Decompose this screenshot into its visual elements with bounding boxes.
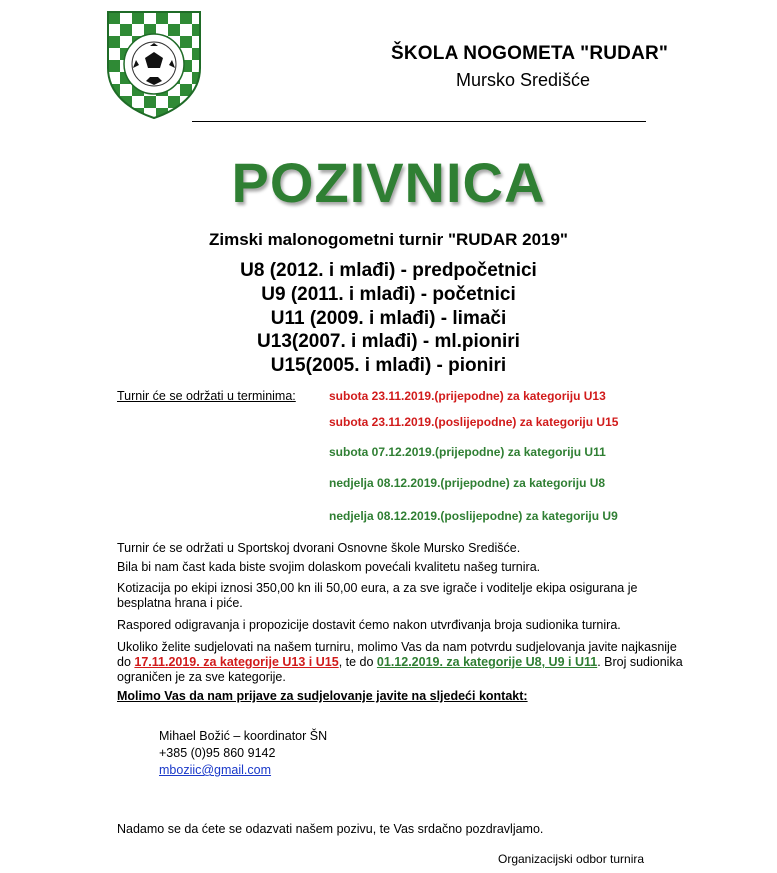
- contact-email-link[interactable]: mboziic@gmail.com: [159, 763, 272, 777]
- page-title: POZIVNICA: [231, 151, 546, 214]
- club-logo: [106, 10, 202, 120]
- category-line: U8 (2012. i mlađi) - predpočetnici: [240, 260, 537, 281]
- category-line: U9 (2011. i mlađi) - početnici: [261, 284, 516, 305]
- schedule-item: nedjelja 08.12.2019.(poslijepodne) za kategoriju U9: [329, 509, 618, 523]
- schedule-label: Turnir će se održati u terminima:: [117, 389, 296, 403]
- registration-text: . Broj sudionika ograničen je za sve kategorije.: [117, 655, 683, 684]
- registration-text: , te do: [338, 655, 377, 669]
- schedule-item: subota 23.11.2019.(poslijepodne) za kategoriju U15: [329, 415, 619, 429]
- checkered-shield-football-icon: [106, 10, 202, 120]
- category-line: U15(2005. i mlađi) - pioniri: [270, 355, 507, 376]
- header-divider: [192, 121, 646, 122]
- venue-paragraph: Turnir će se održati u Sportskoj dvorani Osnovne škole Mursko Središće.: [117, 541, 521, 555]
- fee-paragraph: Kotizacija po ekipi iznosi 350,00 kn ili 50,00 eura, a za sve igrače i voditelje ekipa osigurana je besplatna hrana i piće.: [117, 581, 638, 610]
- category-line: U13(2007. i mlađi) - ml.pioniri: [257, 331, 520, 352]
- schedule-item: subota 23.11.2019.(prijepodne) za kategoriju U13: [329, 389, 606, 403]
- schedule-item: subota 07.12.2019.(prijepodne) za kategoriju U11: [329, 445, 606, 459]
- contact-phone: +385 (0)95 860 9142: [159, 746, 276, 760]
- schedule-info-paragraph: Raspored odigravanja i propozicije dostavit ćemo nakon utvrđivanja broja sudionika turnira.: [117, 618, 621, 632]
- registration-text: Ukoliko želite sudjelovati na našem turniru, molimo Vas da nam potvrdu sudjelovanja javite najkasnije do: [117, 640, 677, 669]
- contact-heading: Molimo Vas da nam prijave za sudjelovanje javite na sljedeći kontakt:: [117, 689, 528, 703]
- signature: Organizacijski odbor turnira: [498, 852, 645, 866]
- honor-paragraph: Bila bi nam čast kada biste svojim dolaskom povećali kvalitetu našeg turnira.: [117, 560, 541, 574]
- registration-deadline-second: 01.12.2019. za kategorije U8, U9 i U11: [376, 655, 598, 669]
- registration-paragraph: [117, 640, 687, 685]
- registration-deadline-first: 17.11.2019. za kategorije U13 i U15: [134, 655, 339, 669]
- tournament-subtitle: Zimski malonogometni turnir "RUDAR 2019": [208, 230, 568, 249]
- club-name: ŠKOLA NOGOMETA "RUDAR": [391, 43, 669, 64]
- club-city: Mursko Središće: [456, 70, 591, 90]
- category-line: U11 (2009. i mlađi) - limači: [270, 308, 507, 329]
- schedule-item: nedjelja 08.12.2019.(prijepodne) za kategoriju U8: [329, 476, 606, 490]
- closing-line: Nadamo se da ćete se odazvati našem pozivu, te Vas srdačno pozdravljamo.: [117, 822, 544, 836]
- contact-name: Mihael Božić – koordinator ŠN: [159, 729, 328, 743]
